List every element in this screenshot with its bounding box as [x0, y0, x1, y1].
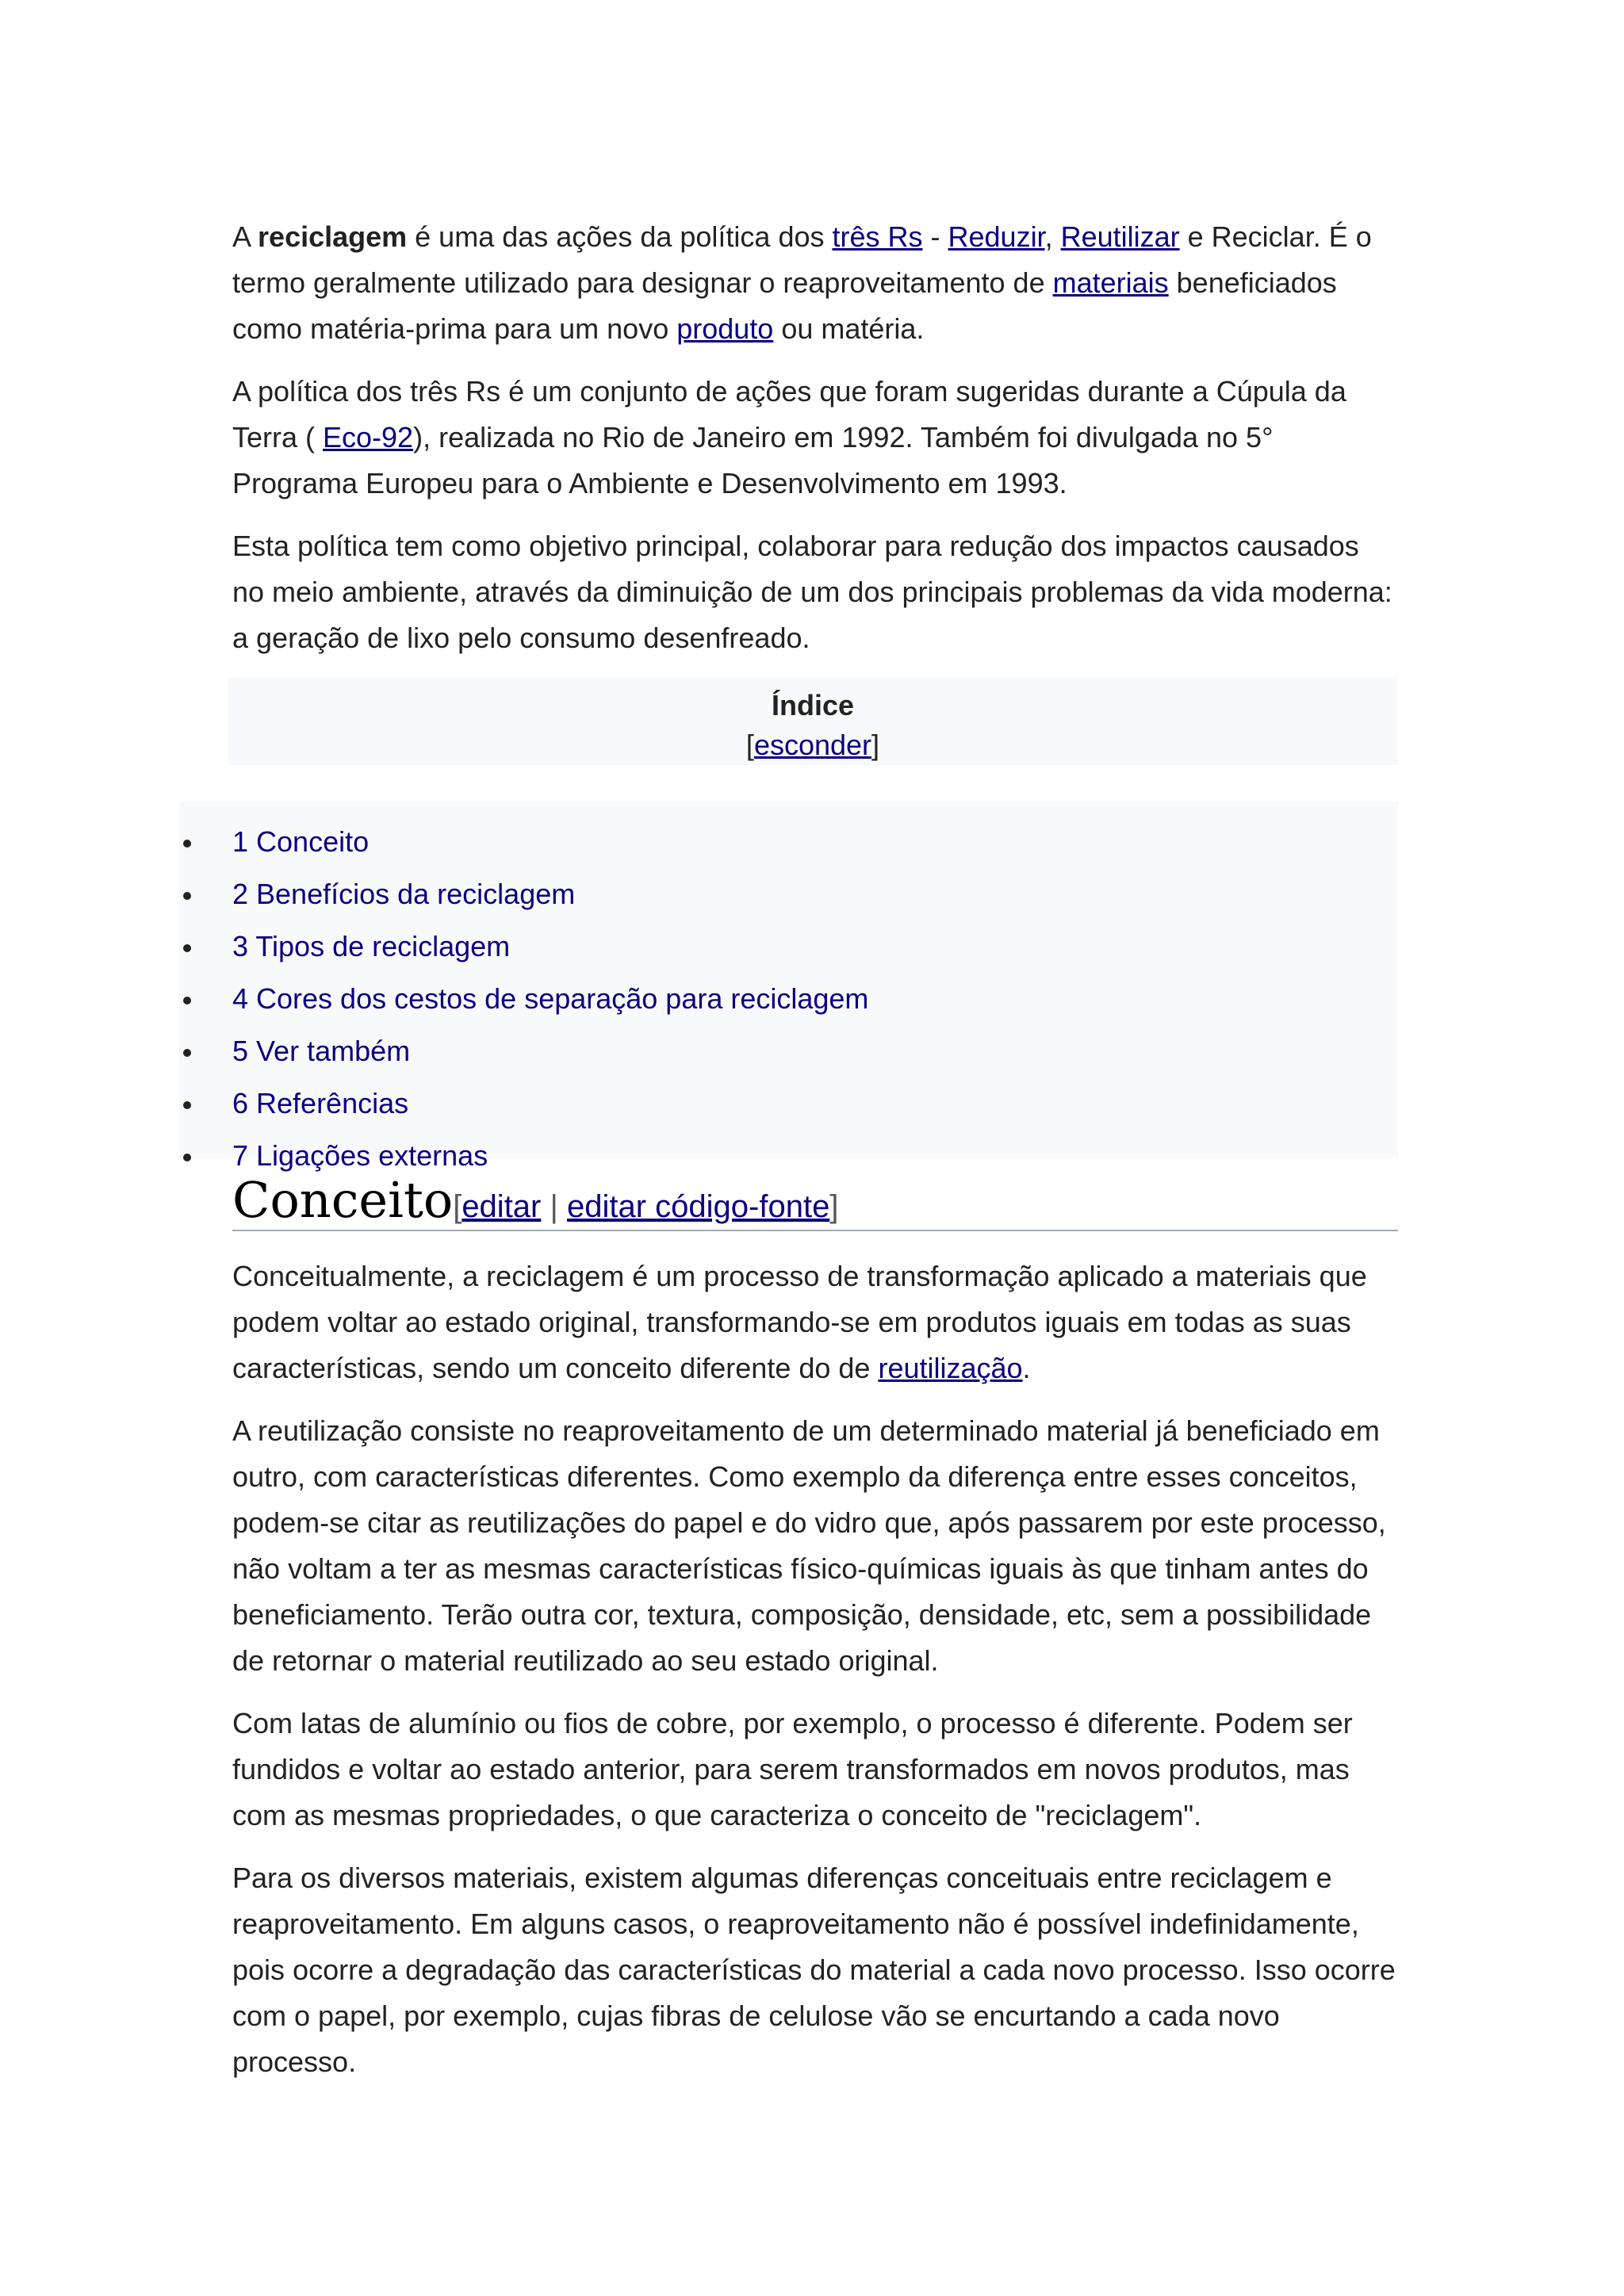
section-paragraph-2: A reutilização consiste no reaproveitamento de um determinado material já beneficiado em outro, com características diferentes. Como exemplo da diferença entre esses conceitos, podem-se citar as reutilizações do papel e do vidro que, após passarem por este processo, não voltam a ter as mesmas características físico-químicas iguais às que tinham antes do beneficiamento. Terão outra cor, textura, composição, densidade, etc, sem a possibilidade de retornar o material reutilizado ao seu estado original.	[232, 1414, 1386, 1677]
toc-hide-link[interactable]: esconder	[753, 729, 872, 761]
link-reutilizar[interactable]: Reutilizar	[1060, 220, 1180, 253]
toc-item-referencias[interactable]: 6 Referências	[179, 1077, 1398, 1130]
intro-paragraph-3: Esta política tem como objetivo principal, colaborar para redução dos impactos causados no meio ambiente, através da diminuição de um dos principais problemas da vida moderna: a geração de lixo pelo consumo desenfreado.	[232, 530, 1392, 654]
toc-title: Índice	[771, 689, 855, 721]
toc-item-tipos[interactable]: 3 Tipos de reciclagem	[179, 920, 1398, 973]
edit-link[interactable]: editar	[462, 1189, 542, 1224]
section-paragraph-4: Para os diversos materiais, existem algumas diferenças conceituais entre reciclagem e reaproveitamento. Em alguns casos, o reaproveitamento não é possível indefinidamente, pois ocorre a degradação das características do material a cada novo processo. Isso ocorre com o papel, por exemplo, cujas fibras de celulose vão se encurtando a cada novo processo.	[232, 1862, 1396, 2078]
toc-list	[179, 802, 1398, 1172]
article-body	[232, 214, 1398, 2102]
link-tres-rs[interactable]: três Rs	[832, 220, 923, 253]
section-paragraph-1: Conceitualmente, a reciclagem é um processo de transformação aplicado a materiais que podem voltar ao estado original, transformando-se em produtos iguais em todas as suas características, sendo um conceito diferente do de reutilização.	[232, 1260, 1367, 1384]
toc-header	[228, 678, 1398, 765]
term-bold: reciclagem	[258, 220, 408, 253]
link-reutilizacao[interactable]: reutilização	[878, 1352, 1023, 1384]
toc-toggle: [esconder]	[745, 729, 880, 761]
toc-item-conceito[interactable]: 1 Conceito	[179, 816, 1398, 868]
link-materiais[interactable]: materiais	[1052, 266, 1169, 299]
toc-item-beneficios[interactable]: 2 Benefícios da reciclagem	[179, 868, 1398, 920]
toc-item-cores[interactable]: 4 Cores dos cestos de separação para reciclagem	[179, 973, 1398, 1025]
section-paragraph-3: Com latas de alumínio ou fios de cobre, por exemplo, o processo é diferente. Podem ser fundidos e voltar ao estado anterior, para serem transformados em novos produtos, mas com as mesmas propriedades, o que caracteriza o conceito de "reciclagem".	[232, 1707, 1353, 1831]
section-title: Conceito	[232, 1171, 454, 1229]
section-edit-links: [editar | editar código-fonte]	[453, 1189, 839, 1224]
link-eco-92[interactable]: Eco-92	[323, 421, 414, 453]
toc-item-ligacoes[interactable]: 7 Ligações externas	[179, 1130, 1398, 1182]
intro-paragraph-1: A reciclagem é uma das ações da política dos três Rs - Reduzir, Reutilizar e Reciclar. É o termo geralmente utilizado para designar o reaproveitamento de materiais beneficiados como matéria-prima para um novo produto ou matéria.	[232, 220, 1372, 345]
link-produto[interactable]: produto	[676, 312, 774, 345]
toc-item-ver-tambem[interactable]: 5 Ver também	[179, 1025, 1398, 1077]
link-reduzir[interactable]: Reduzir	[948, 220, 1045, 253]
intro-paragraph-2: A política dos três Rs é um conjunto de ações que foram sugeridas durante a Cúpula da Terra ( Eco-92), realizada no Rio de Janeiro em 1992. Também foi divulgada no 5° Programa Europeu para o Ambiente e Desenvolvimento em 1993.	[232, 375, 1346, 499]
edit-source-link[interactable]: editar código-fonte	[567, 1189, 830, 1224]
